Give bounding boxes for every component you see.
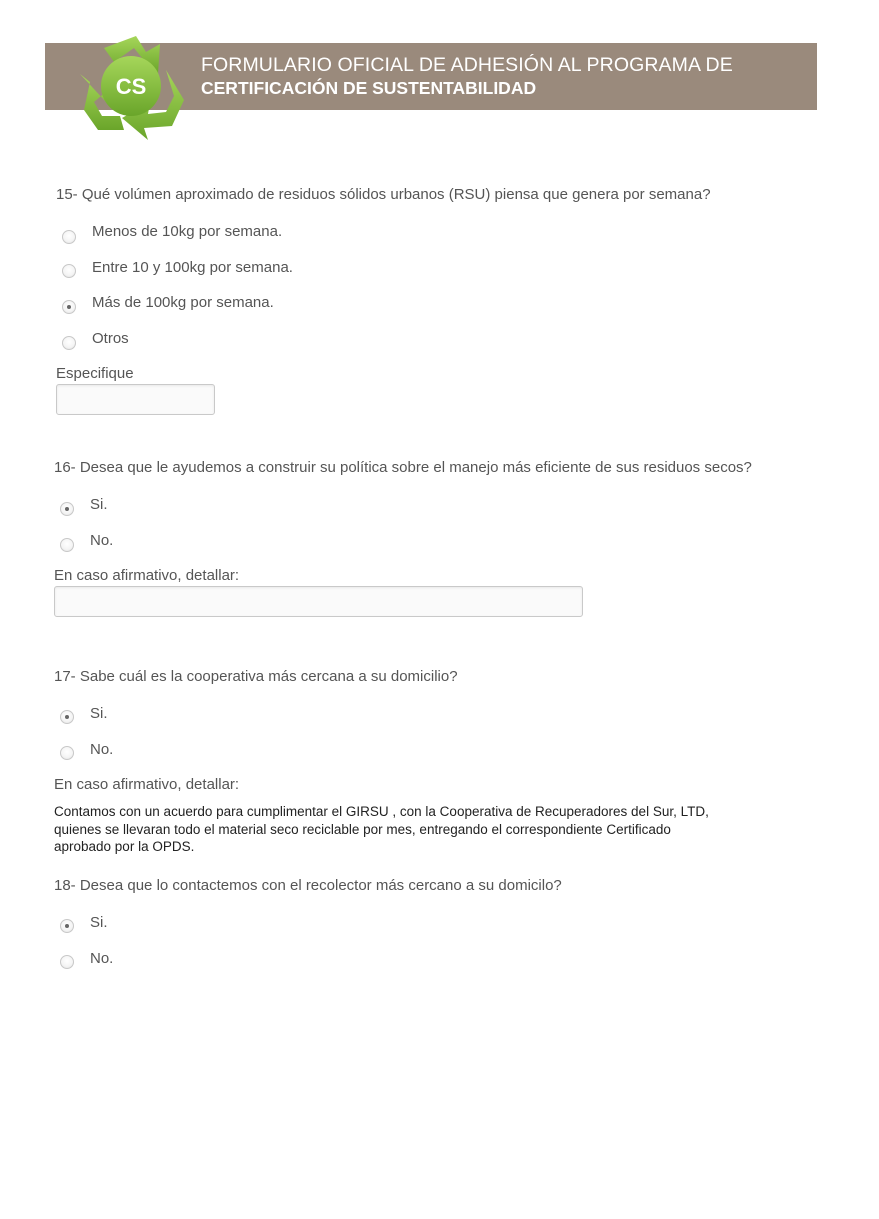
q18-option-no-radio[interactable] <box>60 955 74 969</box>
q17-detail-label: En caso afirmativo, detallar: <box>54 776 240 793</box>
q15-option-4-label[interactable]: Otros <box>92 330 129 347</box>
q17-detail-line-3: aprobado por la OPDS. <box>54 839 195 854</box>
q15-option-2-label[interactable]: Entre 10 y 100kg por semana. <box>92 259 293 276</box>
q15-option-1-radio[interactable] <box>62 230 76 244</box>
q16-option-no-label[interactable]: No. <box>90 532 114 549</box>
q15-option-4-radio[interactable] <box>62 336 76 350</box>
q18-option-yes-radio[interactable] <box>60 919 74 933</box>
q16-option-yes-label[interactable]: Si. <box>90 496 108 513</box>
q17-option-no-label[interactable]: No. <box>90 741 114 758</box>
q15-specify-label: Especifique <box>56 365 134 382</box>
q17-detail-line-1: Contamos con un acuerdo para cumplimentar el GIRSU , con la Cooperativa de Recuperadores del Sur, LTD, <box>54 804 709 819</box>
q16-detail-input[interactable] <box>54 586 583 617</box>
q15-option-3-label[interactable]: Más de 100kg por semana. <box>92 294 274 311</box>
recycle-logo-icon <box>74 30 190 142</box>
q17-option-no-radio[interactable] <box>60 746 74 760</box>
q16-option-no-radio[interactable] <box>60 538 74 552</box>
q15-option-3-radio[interactable] <box>62 300 76 314</box>
q18-option-yes-label[interactable]: Si. <box>90 914 108 931</box>
q17-detail-text <box>54 803 814 856</box>
q17-option-yes-radio[interactable] <box>60 710 74 724</box>
q16-option-yes-radio[interactable] <box>60 502 74 516</box>
q17-detail-line-2: quienes se llevaran todo el material seco reciclable por mes, entregando el correspondiente Certificado <box>54 821 671 837</box>
q15-option-2-radio[interactable] <box>62 264 76 278</box>
q15-specify-input[interactable] <box>56 384 215 415</box>
question-18: 18- Desea que lo contactemos con el recolector más cercano a su domicilo? <box>54 877 562 894</box>
logo-text: CS <box>115 74 147 99</box>
form-title-line2: CERTIFICACIÓN DE SUSTENTABILIDAD <box>201 78 537 98</box>
question-16: 16- Desea que le ayudemos a construir su política sobre el manejo más eficiente de sus residuos secos? <box>54 459 752 476</box>
q15-option-1-label[interactable]: Menos de 10kg por semana. <box>92 223 283 240</box>
q18-option-no-label[interactable]: No. <box>90 950 114 967</box>
q17-option-yes-label[interactable]: Si. <box>90 705 108 722</box>
form-title-line1: FORMULARIO OFICIAL DE ADHESIÓN AL PROGRAMA DE <box>201 54 733 76</box>
question-17: 17- Sabe cuál es la cooperativa más cercana a su domicilio? <box>54 668 458 685</box>
question-15: 15- Qué volúmen aproximado de residuos sólidos urbanos (RSU) piensa que genera por semana? <box>56 186 711 203</box>
q16-detail-label: En caso afirmativo, detallar: <box>54 567 240 584</box>
